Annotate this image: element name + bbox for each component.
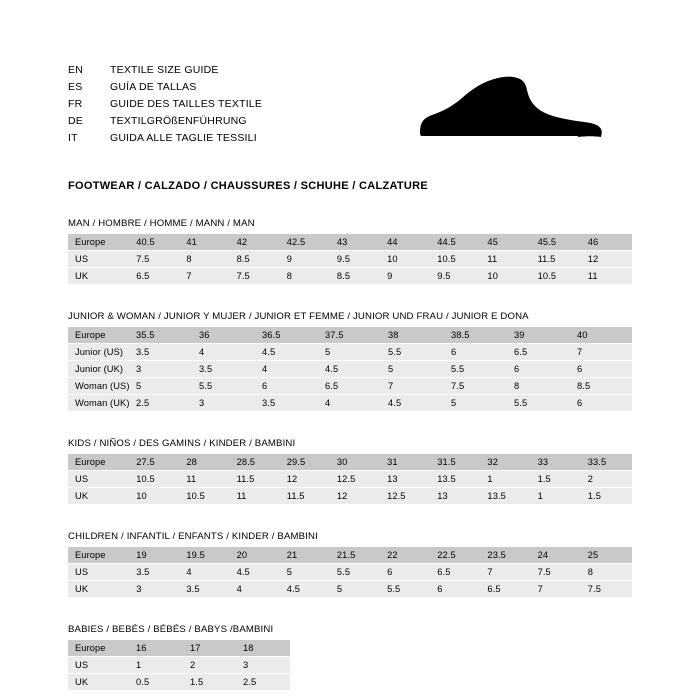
group-kids bbox=[68, 438, 632, 505]
cell: 3 bbox=[130, 581, 180, 598]
cell: 45 bbox=[481, 234, 531, 251]
cell: 8 bbox=[180, 251, 230, 268]
size-table-babies bbox=[68, 640, 290, 691]
cell: 6.5 bbox=[319, 378, 382, 395]
cell: 7 bbox=[180, 268, 230, 285]
cell: 9 bbox=[281, 251, 331, 268]
cell: 28 bbox=[180, 454, 230, 471]
cell: 3.5 bbox=[193, 361, 256, 378]
cell: 7 bbox=[481, 564, 531, 581]
cell: 42.5 bbox=[281, 234, 331, 251]
cell: 1.5 bbox=[184, 674, 237, 691]
language-title-it: GUIDA ALLE TAGLIE TESSILI bbox=[110, 132, 257, 144]
cell: 3 bbox=[237, 657, 290, 674]
cell: 5.5 bbox=[381, 581, 431, 598]
cell: 5 bbox=[319, 344, 382, 361]
size-table-man bbox=[68, 234, 632, 285]
cell: 5.5 bbox=[382, 344, 445, 361]
cell: 6 bbox=[508, 361, 571, 378]
cell: 25 bbox=[582, 547, 632, 564]
cell: 5 bbox=[281, 564, 331, 581]
cell: 13.5 bbox=[481, 488, 531, 505]
cell: 35.5 bbox=[130, 327, 193, 344]
cell: 10.5 bbox=[532, 268, 582, 285]
cell: 2 bbox=[582, 471, 632, 488]
cell: 11.5 bbox=[281, 488, 331, 505]
table-row bbox=[68, 564, 632, 581]
cell: 40 bbox=[571, 327, 632, 344]
cell: 3.5 bbox=[180, 581, 230, 598]
cell: 9 bbox=[381, 268, 431, 285]
cell: 24 bbox=[532, 547, 582, 564]
cell: 37.5 bbox=[319, 327, 382, 344]
cell: 8 bbox=[508, 378, 571, 395]
footwear-section-title: FOOTWEAR / CALZADO / CHAUSSURES / SCHUHE / CALZATURE bbox=[68, 180, 429, 192]
row-label: Europe bbox=[68, 640, 130, 657]
table-row bbox=[68, 378, 632, 395]
group-title-kids: KIDS / NIÑOS / DES GAMINS / KINDER / BAMBINI bbox=[68, 438, 296, 449]
cell: 39 bbox=[508, 327, 571, 344]
cell: 6.5 bbox=[508, 344, 571, 361]
cell: 4.5 bbox=[382, 395, 445, 412]
cell: 4 bbox=[231, 581, 281, 598]
cell: 18 bbox=[237, 640, 290, 657]
cell: 6 bbox=[256, 378, 319, 395]
group-title-man: MAN / HOMBRE / HOMME / MANN / MAN bbox=[68, 218, 255, 229]
cell: 5.5 bbox=[445, 361, 508, 378]
table-row bbox=[68, 395, 632, 412]
language-title-de: TEXTILGRÖßENFÜHRUNG bbox=[110, 115, 247, 127]
language-title-es: GUÍA DE TALLAS bbox=[110, 81, 197, 93]
cell: 5.5 bbox=[193, 378, 256, 395]
cell: 5 bbox=[445, 395, 508, 412]
cell: 4 bbox=[180, 564, 230, 581]
row-label: Junior (US) bbox=[68, 344, 130, 361]
cell: 41 bbox=[180, 234, 230, 251]
cell: 8.5 bbox=[571, 378, 632, 395]
cell: 6 bbox=[431, 581, 481, 598]
row-label: Europe bbox=[68, 547, 130, 564]
cell: 38 bbox=[382, 327, 445, 344]
row-label: US bbox=[68, 251, 130, 268]
cell: 1 bbox=[130, 657, 184, 674]
language-title-en: TEXTILE SIZE GUIDE bbox=[110, 64, 219, 76]
cell: 13 bbox=[381, 471, 431, 488]
cell: 12 bbox=[582, 251, 632, 268]
cell: 19.5 bbox=[180, 547, 230, 564]
cell: 1.5 bbox=[532, 471, 582, 488]
cell: 5.5 bbox=[331, 564, 381, 581]
cell: 4.5 bbox=[281, 581, 331, 598]
cell: 3.5 bbox=[256, 395, 319, 412]
cell: 5.5 bbox=[508, 395, 571, 412]
cell: 2 bbox=[184, 657, 237, 674]
cell: 10 bbox=[130, 488, 180, 505]
cell: 3.5 bbox=[130, 564, 180, 581]
table-row bbox=[68, 234, 632, 251]
language-row bbox=[68, 130, 262, 147]
cell: 6 bbox=[571, 361, 632, 378]
cell: 43 bbox=[331, 234, 381, 251]
cell: 10.5 bbox=[180, 488, 230, 505]
cell: 12 bbox=[331, 488, 381, 505]
cell: 22 bbox=[381, 547, 431, 564]
row-label: UK bbox=[68, 581, 130, 598]
group-title-junior-woman: JUNIOR & WOMAN / JUNIOR Y MUJER / JUNIOR ET FEMME / JUNIOR UND FRAU / JUNIOR E DONA bbox=[68, 311, 529, 322]
cell: 12 bbox=[281, 471, 331, 488]
cell: 7.5 bbox=[130, 251, 180, 268]
table-row bbox=[68, 454, 632, 471]
row-label: UK bbox=[68, 674, 130, 691]
row-label: US bbox=[68, 657, 130, 674]
group-junior-woman bbox=[68, 311, 632, 412]
row-label: Europe bbox=[68, 454, 130, 471]
size-table-children bbox=[68, 547, 632, 598]
cell: 3 bbox=[130, 361, 193, 378]
cell: 30 bbox=[331, 454, 381, 471]
cell: 46 bbox=[582, 234, 632, 251]
cell: 36 bbox=[193, 327, 256, 344]
cell: 11 bbox=[582, 268, 632, 285]
cell: 21 bbox=[281, 547, 331, 564]
table-row bbox=[68, 547, 632, 564]
language-row bbox=[68, 113, 262, 130]
cell: 19 bbox=[130, 547, 180, 564]
table-row bbox=[68, 640, 290, 657]
cell: 10 bbox=[381, 251, 431, 268]
row-label: Europe bbox=[68, 234, 130, 251]
table-row bbox=[68, 471, 632, 488]
language-code-de: DE bbox=[68, 115, 83, 127]
row-label: Europe bbox=[68, 327, 130, 344]
group-title-children: CHILDREN / INFANTIL / ENFANTS / KINDER / BAMBINI bbox=[68, 531, 318, 542]
table-row bbox=[68, 344, 632, 361]
cell: 11.5 bbox=[231, 471, 281, 488]
cell: 13.5 bbox=[431, 471, 481, 488]
cell: 10.5 bbox=[431, 251, 481, 268]
cell: 13 bbox=[431, 488, 481, 505]
cell: 9.5 bbox=[331, 251, 381, 268]
cell: 29.5 bbox=[281, 454, 331, 471]
language-code-en: EN bbox=[68, 64, 83, 76]
cell: 22.5 bbox=[431, 547, 481, 564]
cell: 0.5 bbox=[130, 674, 184, 691]
cell: 7.5 bbox=[231, 268, 281, 285]
cell: 7.5 bbox=[582, 581, 632, 598]
cell: 17 bbox=[184, 640, 237, 657]
cell: 32 bbox=[481, 454, 531, 471]
cell: 11.5 bbox=[532, 251, 582, 268]
table-row bbox=[68, 488, 632, 505]
cell: 1 bbox=[481, 471, 531, 488]
cell: 38.5 bbox=[445, 327, 508, 344]
cell: 4.5 bbox=[256, 344, 319, 361]
cell: 23.5 bbox=[481, 547, 531, 564]
cell: 6 bbox=[445, 344, 508, 361]
cell: 27.5 bbox=[130, 454, 180, 471]
cell: 6.5 bbox=[431, 564, 481, 581]
table-row bbox=[68, 327, 632, 344]
language-title-fr: GUIDE DES TAILLES TEXTILE bbox=[110, 98, 263, 110]
group-babies bbox=[68, 624, 632, 691]
cell: 28.5 bbox=[231, 454, 281, 471]
row-label: Woman (UK) bbox=[68, 395, 130, 412]
cell: 21.5 bbox=[331, 547, 381, 564]
table-row bbox=[68, 251, 632, 268]
row-label: US bbox=[68, 564, 130, 581]
cell: 9.5 bbox=[431, 268, 481, 285]
cell: 42 bbox=[231, 234, 281, 251]
language-title-list bbox=[68, 62, 262, 147]
cell: 20 bbox=[231, 547, 281, 564]
cell: 5 bbox=[382, 361, 445, 378]
cell: 31.5 bbox=[431, 454, 481, 471]
size-table-junior-woman bbox=[68, 327, 632, 412]
row-label: UK bbox=[68, 488, 130, 505]
cell: 3.5 bbox=[130, 344, 193, 361]
cell: 40.5 bbox=[130, 234, 180, 251]
language-code-fr: FR bbox=[68, 98, 83, 110]
cell: 8 bbox=[582, 564, 632, 581]
header bbox=[68, 62, 632, 158]
cell: 12.5 bbox=[381, 488, 431, 505]
cell: 7.5 bbox=[532, 564, 582, 581]
row-label: US bbox=[68, 471, 130, 488]
cell: 6.5 bbox=[481, 581, 531, 598]
cell: 44.5 bbox=[431, 234, 481, 251]
cell: 7 bbox=[571, 344, 632, 361]
row-label: Woman (US) bbox=[68, 378, 130, 395]
table-row bbox=[68, 674, 290, 691]
cell: 36.5 bbox=[256, 327, 319, 344]
language-row bbox=[68, 79, 262, 96]
table-row bbox=[68, 268, 632, 285]
table-row bbox=[68, 581, 632, 598]
language-code-es: ES bbox=[68, 81, 83, 93]
cell: 8 bbox=[281, 268, 331, 285]
row-label: Junior (UK) bbox=[68, 361, 130, 378]
group-children bbox=[68, 531, 632, 598]
language-code-it: IT bbox=[68, 132, 78, 144]
cell: 3 bbox=[193, 395, 256, 412]
cell: 10.5 bbox=[130, 471, 180, 488]
cell: 12.5 bbox=[331, 471, 381, 488]
cell: 11 bbox=[481, 251, 531, 268]
language-row bbox=[68, 62, 262, 79]
cell: 4 bbox=[319, 395, 382, 412]
dress-shoe-icon bbox=[410, 74, 610, 144]
cell: 33.5 bbox=[582, 454, 632, 471]
table-row bbox=[68, 361, 632, 378]
cell: 33 bbox=[532, 454, 582, 471]
cell: 4.5 bbox=[231, 564, 281, 581]
cell: 5 bbox=[130, 378, 193, 395]
cell: 2.5 bbox=[130, 395, 193, 412]
cell: 8.5 bbox=[231, 251, 281, 268]
cell: 7 bbox=[382, 378, 445, 395]
cell: 16 bbox=[130, 640, 184, 657]
language-title-list-body bbox=[68, 62, 262, 147]
cell: 31 bbox=[381, 454, 431, 471]
cell: 6 bbox=[381, 564, 431, 581]
cell: 7 bbox=[532, 581, 582, 598]
cell: 44 bbox=[381, 234, 431, 251]
group-title-babies: BABIES / BEBÉS / BÉBÉS / BABYS /BAMBINI bbox=[68, 624, 274, 635]
cell: 1 bbox=[532, 488, 582, 505]
group-man bbox=[68, 218, 632, 285]
cell: 6 bbox=[571, 395, 632, 412]
cell: 6.5 bbox=[130, 268, 180, 285]
cell: 2.5 bbox=[237, 674, 290, 691]
cell: 11 bbox=[180, 471, 230, 488]
cell: 4.5 bbox=[319, 361, 382, 378]
row-label: UK bbox=[68, 268, 130, 285]
cell: 5 bbox=[331, 581, 381, 598]
cell: 4 bbox=[193, 344, 256, 361]
cell: 11 bbox=[231, 488, 281, 505]
table-row bbox=[68, 657, 290, 674]
language-row bbox=[68, 96, 262, 113]
size-table-kids bbox=[68, 454, 632, 505]
cell: 10 bbox=[481, 268, 531, 285]
cell: 8.5 bbox=[331, 268, 381, 285]
cell: 4 bbox=[256, 361, 319, 378]
cell: 7.5 bbox=[445, 378, 508, 395]
cell: 45.5 bbox=[532, 234, 582, 251]
cell: 1.5 bbox=[582, 488, 632, 505]
